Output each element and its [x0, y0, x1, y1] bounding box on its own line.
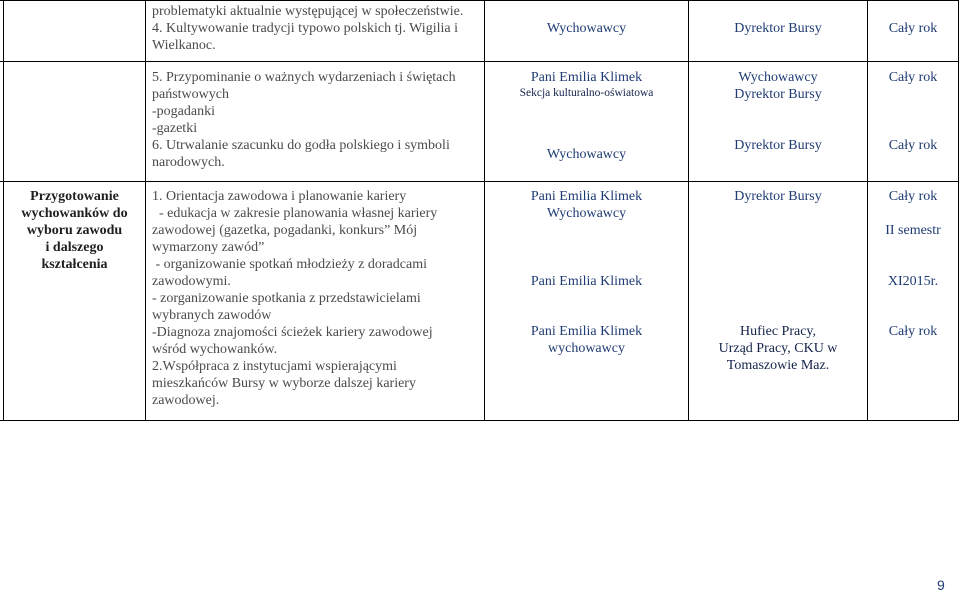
row2-cooperation-3: Dyrektor Bursy — [734, 138, 822, 153]
row2-cooperation-1: Wychowawcy — [738, 70, 818, 85]
row3-responsible-3: Pani Emilia Klimek — [530, 274, 643, 289]
row2-responsible-2: Wychowawcy — [546, 147, 627, 162]
row1-responsible: Wychowawcy — [546, 21, 627, 36]
row3-responsible-5: wychowawcy — [548, 341, 625, 356]
row3-cooperation-3: Urząd Pracy, CKU w — [718, 341, 838, 356]
row3-content: 1. Orientacja zawodowa i planowanie kariery - edukacja w zakresie planowania własnej kariery zawodowej (gazetka, pogadanki, konkurs” Mój wymarzony zawód” - organizowanie spotkań młodzieży z doradcami zawodowymi. - zorganizowanie spotkania z przedstawicielami wybranych zawodów -Diagnoza znajomości ścieżek kariery zawodowej wśród wychowanków. 2.Współpraca z instytucjami wspierającymi mieszkańców Bursy w wyborze dalszej kariery zawodowej. — [152, 189, 438, 408]
row3-deadline-3: XI2015r. — [887, 274, 939, 289]
row3-cooperation-2: Hufiec Pracy, — [739, 324, 817, 339]
row3-cooperation-4: Tomaszowie Maz. — [726, 358, 830, 373]
row3-deadline-2: II semestr — [885, 223, 941, 238]
row2-cooperation-2: Dyrektor Bursy — [734, 87, 822, 102]
row-divider — [0, 61, 959, 62]
row1-cooperation: Dyrektor Bursy — [734, 21, 822, 36]
row1-content: problematyki aktualnie występującej w społeczeństwie. 4. Kultywowanie tradycji typowo polskich tj. Wigilia i Wielkanoc. — [152, 4, 464, 53]
table-bottom-border — [0, 420, 959, 421]
row3-responsible-1: Pani Emilia Klimek — [530, 189, 643, 204]
row2-content: 5. Przypominanie o ważnych wydarzeniach i świętach państwowych -pogadanki -gazetki 6. Utrwalanie szacunku do godła polskiego i symboli narodowych. — [152, 70, 456, 170]
row-divider — [0, 181, 959, 182]
row2-deadline-2: Cały rok — [888, 138, 938, 153]
row3-responsible-2: Wychowawcy — [546, 206, 627, 221]
page-number: 9 — [937, 577, 945, 593]
column-divider — [145, 0, 146, 421]
row2-responsible-1: Pani Emilia Klimek — [530, 70, 643, 85]
row2-responsible-1-sub: Sekcja kulturalno-oświatowa — [519, 87, 654, 99]
row3-responsible-4: Pani Emilia Klimek — [530, 324, 643, 339]
column-divider — [867, 0, 868, 421]
row3-deadline-4: Cały rok — [888, 324, 938, 339]
row2-deadline-1: Cały rok — [888, 70, 938, 85]
row1-deadline: Cały rok — [888, 21, 938, 36]
table-top-border — [0, 0, 959, 1]
row3-area: Przygotowanie wychowanków do wyboru zawodu i dalszego kształcenia — [21, 189, 128, 272]
row3-deadline-1: Cały rok — [888, 189, 938, 204]
row3-cooperation-1: Dyrektor Bursy — [734, 189, 822, 204]
